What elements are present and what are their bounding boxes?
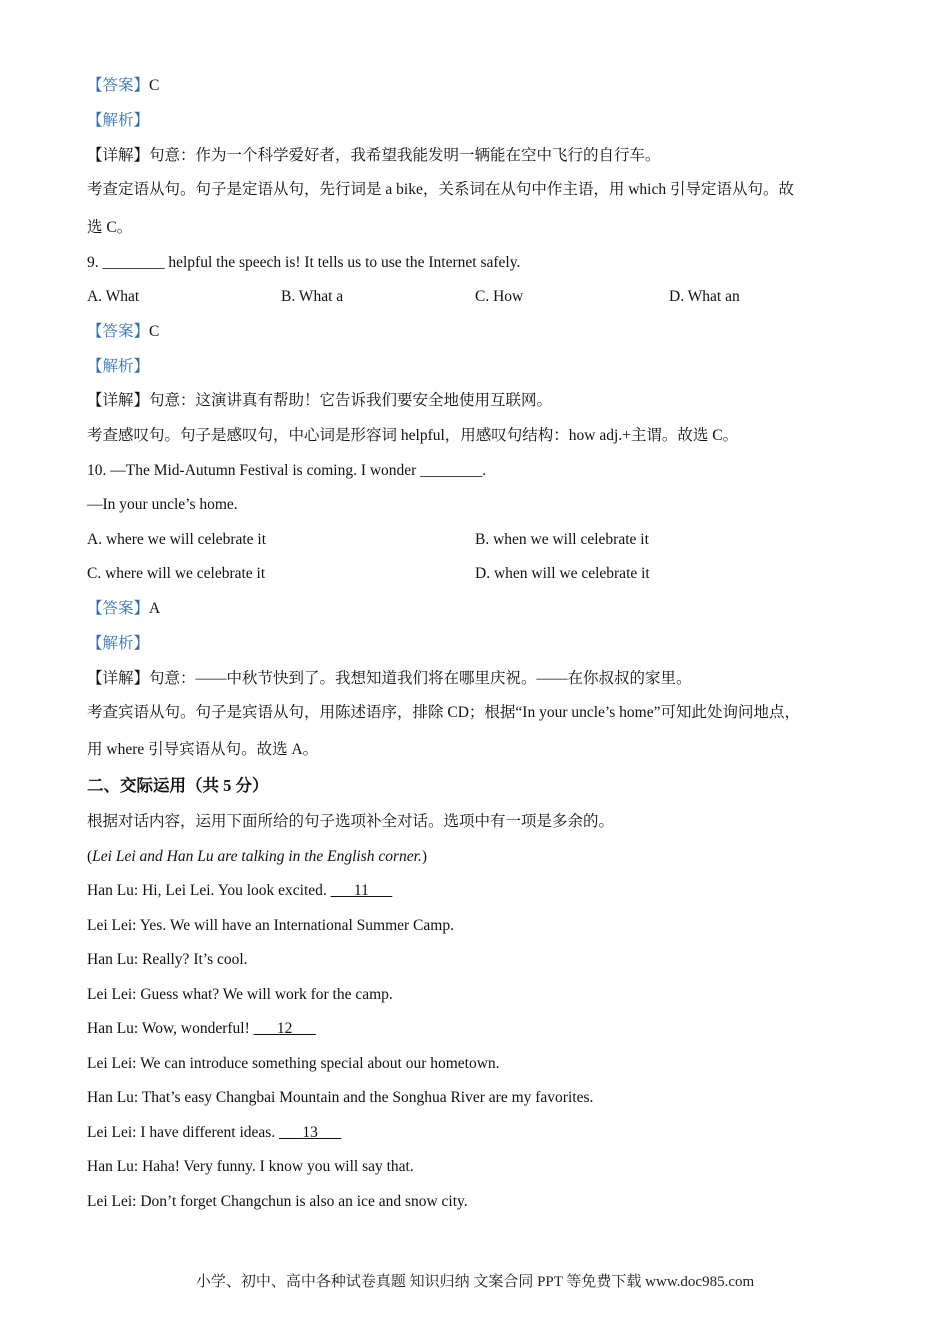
detail-text: 句意：这演讲真有帮助！它告诉我们要安全地使用互联网。: [149, 392, 553, 409]
q10-detail-line: [87, 669, 692, 689]
q10-option-a: A. where we will celebrate it: [87, 531, 267, 548]
q9-answer-line: [87, 322, 159, 342]
context-text: Lei Lei and Han Lu are talking in the English corner.: [92, 848, 422, 865]
section-instruction: 根据对话内容，运用下面所给的句子选项补全对话。选项中有一项是多余的。: [87, 813, 615, 830]
answer-value: C: [149, 77, 160, 94]
dialogue-line: Han Lu: Haha! Very funny. I know you will say that.: [87, 1158, 414, 1175]
detail-tag: 【详解】: [87, 147, 150, 164]
dialogue-line: Han Lu: That’s easy Changbai Mountain and the Songhua River are my favorites.: [87, 1089, 594, 1106]
dialogue-line: Lei Lei: Guess what? We will work for the camp.: [87, 986, 393, 1003]
q9-option-c: C. How: [475, 288, 524, 305]
dialogue-line: Han Lu: Hi, Lei Lei. You look excited. ___11___: [87, 882, 393, 899]
dialogue-line: Han Lu: Wow, wonderful! ___12___: [87, 1020, 316, 1037]
q8-explain-line-1: 考查定语从句。句子是定语从句，先行词是 a bike，关系词在从句中作主语，用 which 引导定语从句。故: [87, 181, 794, 198]
q10-answer-line: [87, 599, 160, 619]
q10-option-d: D. when will we celebrate it: [475, 565, 650, 582]
q10-option-c: C. where will we celebrate it: [87, 565, 266, 582]
q10-option-b: B. when we will celebrate it: [475, 531, 649, 548]
detail-text: 句意：——中秋节快到了。我想知道我们将在哪里庆祝。——在你叔叔的家里。: [149, 670, 692, 687]
q10-stem-1: 10. —The Mid-Autumn Festival is coming. I wonder ________.: [87, 462, 487, 479]
q9-explain-line-1: 考查感叹句。句子是感叹句，中心词是形容词 helpful，用感叹句结构：how adj.+主谓。故选 C。: [87, 427, 739, 444]
q9-option-b: B. What a: [281, 288, 344, 305]
dialogue-line: Lei Lei: Don’t forget Changchun is also an ice and snow city.: [87, 1193, 468, 1210]
detail-tag: 【详解】: [87, 392, 150, 409]
blank-12: ___12___: [253, 1020, 316, 1037]
answer-tag: 【答案】: [87, 77, 150, 94]
section-heading: 二、交际运用（共 5 分）: [87, 776, 269, 795]
q9-option-d: D. What an: [669, 288, 740, 305]
answer-tag: 【答案】: [87, 323, 150, 340]
detail-tag: 【详解】: [87, 670, 150, 687]
dialogue-line: Lei Lei: We can introduce something special about our hometown.: [87, 1055, 500, 1072]
q9-option-a: A. What: [87, 288, 140, 305]
q9-detail-line: [87, 391, 552, 411]
q9-stem: 9. ________ helpful the speech is! It tells us to use the Internet safely.: [87, 254, 521, 271]
page-footer: 小学、初中、高中各种试卷真题 知识归纳 文案合同 PPT 等免费下载 www.doc985.com: [195, 1274, 755, 1290]
dialogue-line: Han Lu: Really? It’s cool.: [87, 951, 248, 968]
dialogue-line: Lei Lei: I have different ideas. ___13___: [87, 1124, 342, 1141]
analysis-tag: 【解析】: [87, 112, 150, 129]
blank-11: ___11___: [330, 882, 393, 899]
answer-value: A: [149, 600, 161, 617]
blank-13: ___13___: [279, 1124, 342, 1141]
q8-answer-line: [87, 76, 159, 96]
q10-explain-line-2: 用 where 引导宾语从句。故选 A。: [87, 741, 319, 758]
dialogue-context: (Lei Lei and Han Lu are talking in the English corner.): [87, 848, 427, 865]
analysis-tag: 【解析】: [87, 635, 150, 652]
q10-explain-line-1: 考查宾语从句。句子是宾语从句，用陈述语序，排除 CD；根据“In your uncle’s home”可知此处询问地点，: [87, 704, 800, 721]
answer-tag: 【答案】: [87, 600, 150, 617]
q8-explain-line-2: 选 C。: [87, 219, 133, 236]
q10-stem-2: —In your uncle’s home.: [87, 496, 238, 513]
analysis-tag: 【解析】: [87, 358, 150, 375]
dialogue-line: Lei Lei: Yes. We will have an International Summer Camp.: [87, 917, 454, 934]
detail-text: 句意：作为一个科学爱好者，我希望我能发明一辆能在空中飞行的自行车。: [149, 147, 661, 164]
q8-detail-line: [87, 146, 661, 166]
answer-value: C: [149, 323, 160, 340]
